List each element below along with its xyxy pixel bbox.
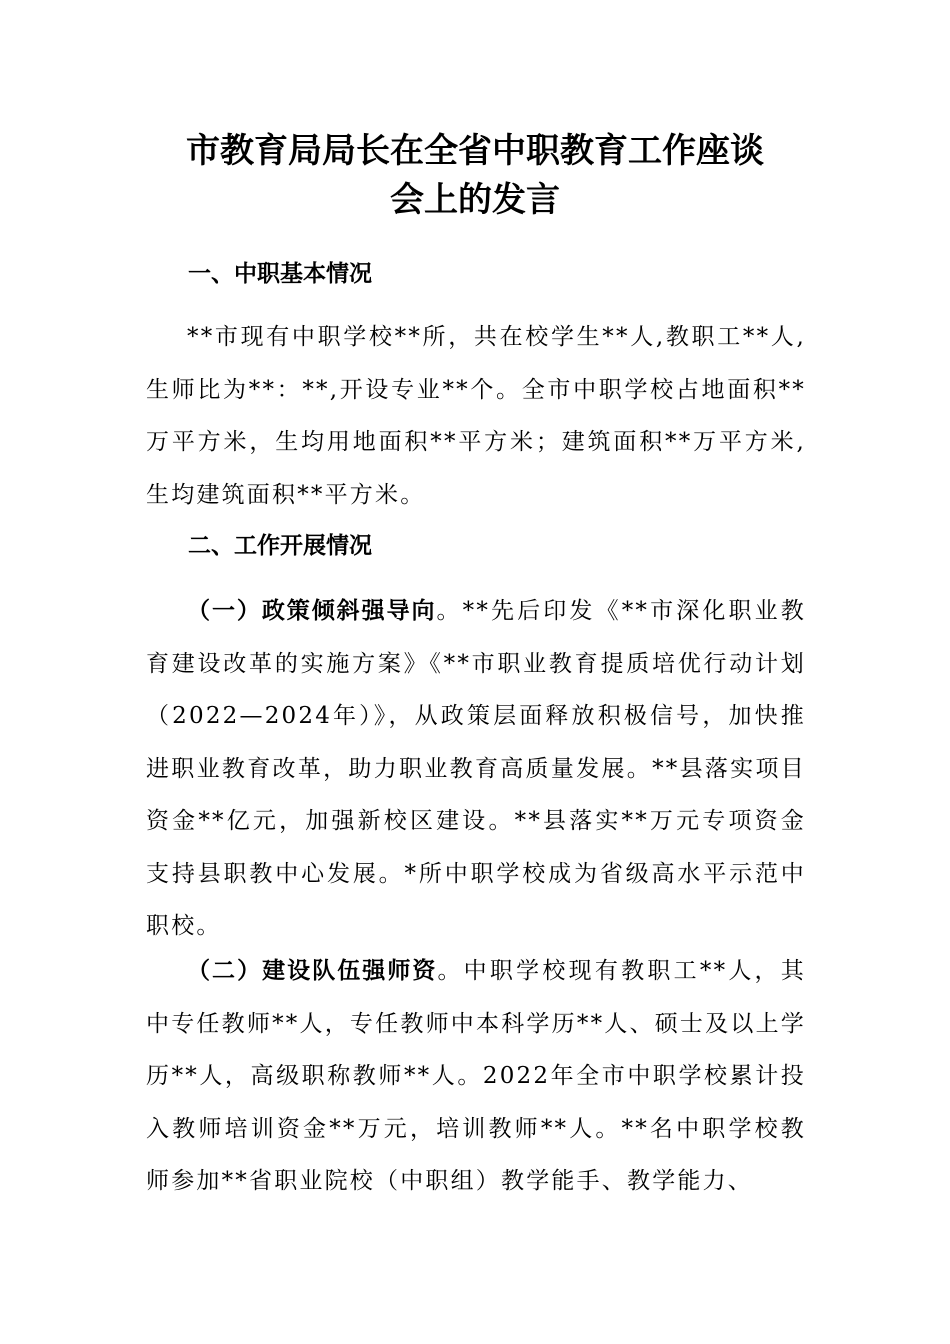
paragraph-teachers-lead: （二）建设队伍强师资 xyxy=(187,958,438,984)
section-heading-work-progress: 二、工作开展情况 xyxy=(188,533,372,559)
paragraph-policy xyxy=(146,585,806,953)
paragraph-policy-lead: （一）政策倾斜强导向 xyxy=(187,598,437,624)
document-title-line2: 会上的发言 xyxy=(390,180,560,220)
paragraph-policy-text: 。**先后印发《**市深化职业教育建设改革的实施方案》《**市职业教育提质培优行动计划（2022—2024年）》，从政策层面释放积极信号，加快推进职业教育改革，助力职业教育高质量发展。**县落实项目资金**亿元，加强新校区建设。**县落实**万元专项资金支持县职教中心发展。*所中职学校成为省级高水平示范中职校。 xyxy=(146,598,807,939)
paragraph-teachers-text: 。中职学校现有教职工**人，其中专任教师**人，专任教师中本科学历**人、硕士及以上学历**人，高级职称教师**人。2022年全市中职学校累计投入教师培训资金**万元，培训教师**人。**名中职学校教师参加**省职业院校（中职组）教学能手、教学能力、 xyxy=(146,958,807,1194)
document-title-line1: 市教育局局长在全省中职教育工作座谈 xyxy=(186,131,764,171)
paragraph-basic-info: **市现有中职学校**所，共在校学生**人,教职工**人,生师比为**：**,开设专业**个。全市中职学校占地面积**万平方米，生均用地面积**平方米；建筑面积**万平方米,生均建筑面积**平方米。 xyxy=(146,324,806,508)
paragraph-teachers xyxy=(146,945,806,1208)
section-heading-basic-info: 一、中职基本情况 xyxy=(188,261,372,287)
